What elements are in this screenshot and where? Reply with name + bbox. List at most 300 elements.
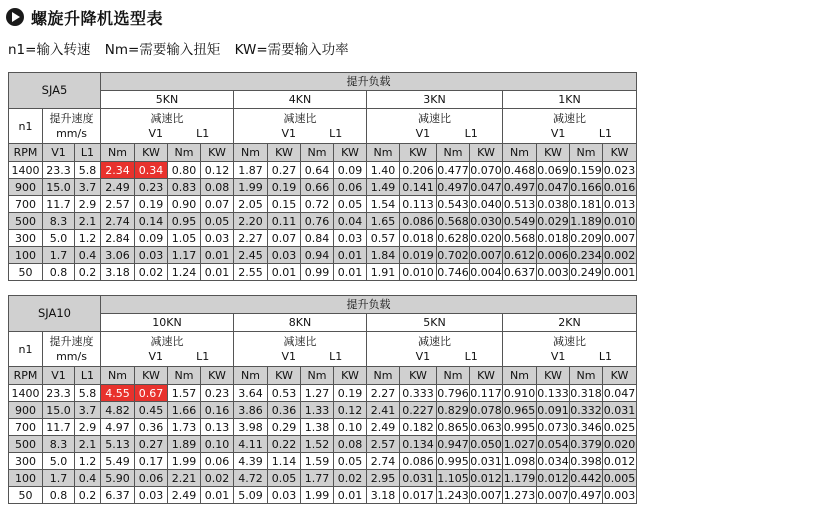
table-cell: 1.05	[168, 230, 201, 247]
nm-col-label: Nm	[570, 367, 603, 385]
ratio-header	[234, 109, 367, 144]
speed-header	[43, 332, 101, 367]
nm-col-label: Nm	[437, 144, 470, 162]
table-cell: 0.004	[470, 265, 502, 279]
table-cell: 3.7	[75, 179, 101, 196]
table-cell: 0.12	[334, 402, 367, 419]
kw-col-label: KW	[603, 367, 637, 385]
nm-col-label: Nm	[367, 144, 400, 162]
table-cell: 1.27	[301, 385, 334, 402]
kw-col-label: KW	[334, 367, 367, 385]
table-cell: 0.05	[268, 470, 301, 487]
load-value: 1KN	[503, 91, 637, 109]
table-cell: 0.03	[334, 230, 367, 247]
table-cell: 0.040	[470, 197, 502, 211]
table-cell: 2.1	[75, 436, 101, 453]
table-cell: 0.318	[570, 386, 602, 400]
nm-col-label: Nm	[301, 367, 334, 385]
table-cell: 0.90	[168, 196, 201, 213]
table-cell: 0.83	[168, 179, 201, 196]
table-cell: 0.03	[268, 487, 301, 504]
table-cell: 15.0	[43, 402, 75, 419]
table-cell: 0.113	[400, 196, 437, 213]
table-cell: 1.73	[168, 419, 201, 436]
table-cell: 1.52	[301, 436, 334, 453]
rpm-cell: 900	[9, 402, 43, 419]
ratio-v1: V1	[550, 127, 566, 140]
table-cell: 2.95	[367, 470, 400, 487]
v1-col-label: V1	[43, 367, 75, 385]
ratio-cell-inner	[503, 109, 636, 143]
table-cell: 0.04	[334, 213, 367, 230]
table-cell: 0.234	[570, 248, 602, 262]
table-cell: 1.17	[168, 247, 201, 264]
table-cell: 0.995	[503, 420, 536, 434]
model-name: SJA10	[9, 296, 101, 332]
kw-col-label: KW	[334, 144, 367, 162]
rpm-label: RPM	[9, 367, 43, 385]
table-cell: 0.19	[135, 196, 168, 213]
table-cell: 1.99	[234, 179, 268, 196]
table-cell: 0.038	[537, 197, 569, 211]
table-cell: 0.07	[268, 230, 301, 247]
table-cell: 2.74	[367, 453, 400, 470]
table-cell: 0.67	[135, 385, 168, 402]
table-cell: 0.16	[201, 402, 234, 419]
ratio-cell-inner	[367, 332, 502, 366]
table-row	[9, 453, 637, 470]
table-cell: 0.01	[268, 264, 301, 281]
nm-col-label: Nm	[101, 367, 135, 385]
table-cell: 0.02	[201, 470, 234, 487]
table-cell: 0.02	[334, 470, 367, 487]
table-cell: 0.746	[437, 265, 469, 279]
table-cell: 0.013	[603, 197, 636, 211]
table-cell: 0.023	[603, 163, 636, 177]
table-cell: 0.10	[201, 436, 234, 453]
speed-label: 提升速度	[49, 112, 94, 125]
table-cell: 1.7	[43, 247, 75, 264]
nm-col-label: Nm	[437, 367, 470, 385]
ratio-v1: V1	[415, 350, 431, 363]
table-cell: 0.03	[135, 247, 168, 264]
table-cell: 2.74	[101, 213, 135, 230]
kw-col-label: KW	[268, 144, 301, 162]
table-cell: 0.031	[603, 403, 636, 417]
table-cell: 0.468	[503, 163, 536, 177]
table-cell: 0.070	[470, 163, 502, 177]
table-row	[9, 196, 637, 213]
model-name: SJA5	[9, 73, 101, 109]
rpm-cell: 1400	[9, 385, 43, 402]
table-cell: 0.078	[470, 403, 502, 417]
rpm-cell: 300	[9, 230, 43, 247]
table-cell: 1.24	[168, 264, 201, 281]
table-cell: 0.030	[470, 214, 502, 228]
table-cell: 8.3	[43, 436, 75, 453]
table-cell: 2.84	[101, 230, 135, 247]
table-cell: 0.477	[437, 163, 469, 177]
speed-unit: mm/s	[56, 127, 87, 140]
ratio-header	[101, 332, 234, 367]
ratio-label: 减速比	[283, 112, 317, 125]
rpm-cell: 50	[9, 264, 43, 281]
table-cell: 0.166	[570, 180, 602, 194]
table-cell: 0.23	[201, 385, 234, 402]
table-cell: 0.2	[75, 264, 101, 281]
kw-col-label: KW	[537, 367, 570, 385]
table-cell: 0.22	[268, 436, 301, 453]
rpm-cell: 700	[9, 419, 43, 436]
table-row	[9, 402, 637, 419]
table-cell: 1.40	[367, 162, 400, 179]
load-value: 5KN	[367, 314, 503, 332]
kw-col-label: KW	[537, 144, 570, 162]
table-cell: 2.05	[234, 196, 268, 213]
table-cell: 0.047	[537, 180, 569, 194]
table-cell: 0.796	[437, 386, 469, 400]
table-cell: 1.89	[168, 436, 201, 453]
table-cell: 0.543	[437, 197, 469, 211]
table-cell: 0.047	[603, 386, 636, 400]
table-cell: 0.091	[537, 403, 569, 417]
table-cell: 0.01	[334, 264, 367, 281]
table-cell: 0.06	[201, 453, 234, 470]
kw-col-label: KW	[135, 367, 168, 385]
table-cell: 0.031	[400, 470, 437, 487]
table-cell: 1.87	[234, 162, 268, 179]
table-cell: 0.66	[301, 179, 334, 196]
table-cell: 0.995	[437, 454, 469, 468]
kw-col-label: KW	[135, 144, 168, 162]
load-header: 提升负载	[101, 296, 637, 314]
ratio-header	[503, 332, 637, 367]
table-cell: 2.57	[367, 436, 400, 453]
table-cell: 0.050	[470, 437, 502, 451]
table-cell: 0.53	[268, 385, 301, 402]
table-cell: 0.249	[570, 265, 602, 279]
nm-col-label: Nm	[503, 367, 537, 385]
table-cell: 5.13	[101, 436, 135, 453]
table-cell: 0.11	[268, 213, 301, 230]
spec-table-sja5	[8, 72, 637, 281]
ratio-cell-inner	[101, 109, 233, 143]
table-cell: 0.006	[537, 248, 569, 262]
table-cell: 0.002	[603, 248, 636, 262]
table-cell: 0.05	[334, 453, 367, 470]
table-cell: 6.37	[101, 487, 135, 504]
table-cell: 0.332	[570, 403, 602, 417]
table-cell: 0.031	[470, 454, 502, 468]
table-cell: 0.12	[201, 162, 234, 179]
ratio-label: 减速比	[553, 112, 586, 125]
rpm-cell: 700	[9, 196, 43, 213]
table-cell: 1.179	[503, 471, 536, 485]
load-value: 2KN	[503, 314, 637, 332]
table-cell: 0.159	[570, 163, 602, 177]
table-cell: 0.27	[268, 162, 301, 179]
table-cell: 0.4	[75, 247, 101, 264]
table-cell: 0.865	[437, 420, 469, 434]
table-cell: 0.13	[201, 419, 234, 436]
table-cell: 2.27	[234, 230, 268, 247]
ratio-l1: L1	[598, 350, 613, 363]
table-cell: 0.010	[400, 264, 437, 281]
ratio-cell-inner	[101, 332, 233, 366]
table-cell: 0.612	[503, 248, 536, 262]
table-cell: 1.027	[503, 437, 536, 451]
l1-col-label: L1	[75, 144, 101, 162]
kw-col-label: KW	[400, 144, 437, 162]
table-cell: 3.64	[234, 385, 268, 402]
ratio-cell-inner	[234, 109, 366, 143]
table-cell: 0.020	[603, 437, 636, 451]
table-cell: 0.025	[603, 420, 636, 434]
table-cell: 1.189	[570, 214, 602, 228]
table-cell: 0.36	[135, 419, 168, 436]
table-cell: 0.84	[301, 230, 334, 247]
table-cell: 0.64	[301, 162, 334, 179]
speed-label: 提升速度	[49, 335, 94, 348]
ratio-v1: V1	[148, 127, 164, 140]
table-row	[9, 247, 637, 264]
table-cell: 0.19	[268, 179, 301, 196]
ratio-v1: V1	[281, 127, 297, 140]
table-row	[9, 470, 637, 487]
table-cell: 0.2	[75, 487, 101, 504]
table-cell: 0.003	[603, 488, 636, 502]
table-cell: 4.55	[101, 385, 135, 402]
table-cell: 0.182	[400, 419, 437, 436]
table-cell: 4.97	[101, 419, 135, 436]
table-cell: 0.702	[437, 248, 469, 262]
table-cell: 3.18	[367, 487, 400, 504]
nm-col-label: Nm	[234, 144, 268, 162]
table-cell: 0.628	[437, 231, 469, 245]
rpm-cell: 500	[9, 436, 43, 453]
table-cell: 0.007	[470, 248, 502, 262]
table-cell: 0.14	[135, 213, 168, 230]
table-cell: 0.141	[400, 179, 437, 196]
page-title: 螺旋升降机选型表	[31, 8, 164, 28]
table-cell: 0.398	[570, 454, 602, 468]
nm-col-label: Nm	[367, 367, 400, 385]
load-value: 8KN	[234, 314, 367, 332]
table-cell: 0.497	[570, 488, 602, 502]
table-cell: 0.007	[603, 231, 636, 245]
table-cell: 0.03	[201, 230, 234, 247]
table-cell: 4.82	[101, 402, 135, 419]
table-cell: 0.23	[135, 179, 168, 196]
table-cell: 0.45	[135, 402, 168, 419]
table-cell: 0.01	[201, 264, 234, 281]
kw-col-label: KW	[603, 144, 637, 162]
table-cell: 0.17	[135, 453, 168, 470]
rpm-cell: 50	[9, 487, 43, 504]
ratio-v1: V1	[415, 127, 431, 140]
table-cell: 0.19	[334, 385, 367, 402]
table-cell: 0.637	[503, 265, 536, 279]
table-cell: 2.45	[234, 247, 268, 264]
table-cell: 4.11	[234, 436, 268, 453]
table-cell: 0.34	[135, 162, 168, 179]
table-cell: 0.034	[537, 454, 569, 468]
table-cell: 2.1	[75, 213, 101, 230]
table-cell: 1.105	[437, 471, 469, 485]
table-cell: 0.086	[400, 213, 437, 230]
table-cell: 0.03	[135, 487, 168, 504]
table-cell: 0.01	[201, 247, 234, 264]
table-cell: 1.2	[75, 453, 101, 470]
table-cell: 23.3	[43, 162, 75, 179]
table-row	[9, 162, 637, 179]
table-cell: 0.08	[201, 179, 234, 196]
table-cell: 0.016	[603, 180, 636, 194]
table-row	[9, 230, 637, 247]
rpm-cell: 100	[9, 247, 43, 264]
ratio-label: 减速比	[283, 335, 317, 348]
kw-col-label: KW	[201, 367, 234, 385]
legend-nm: Nm=需要输入扭矩	[104, 42, 221, 58]
play-bullet-icon	[6, 8, 24, 26]
table-cell: 2.57	[101, 196, 135, 213]
ratio-v1: V1	[550, 350, 566, 363]
table-cell: 0.047	[470, 180, 502, 194]
ratio-header	[101, 109, 234, 144]
rpm-cell: 900	[9, 179, 43, 196]
rpm-cell: 500	[9, 213, 43, 230]
table-row	[9, 385, 637, 402]
kw-col-label: KW	[470, 367, 503, 385]
table-cell: 11.7	[43, 196, 75, 213]
table-cell: 0.206	[400, 162, 437, 179]
ratio-l1: L1	[329, 127, 343, 140]
table-cell: 1.99	[301, 487, 334, 504]
table-cell: 0.8	[43, 264, 75, 281]
table-cell: 0.017	[400, 487, 437, 504]
table-cell: 0.117	[470, 386, 502, 400]
ratio-l1: L1	[329, 350, 343, 363]
table-cell: 0.965	[503, 403, 536, 417]
table-cell: 11.7	[43, 419, 75, 436]
table-cell: 0.4	[75, 470, 101, 487]
ratio-v1: V1	[281, 350, 297, 363]
ratio-l1: L1	[196, 127, 210, 140]
table-cell: 1.7	[43, 470, 75, 487]
rpm-label: RPM	[9, 144, 43, 162]
kw-col-label: KW	[470, 144, 503, 162]
table-cell: 1.91	[367, 264, 400, 281]
speed-header	[43, 109, 101, 144]
table-cell: 0.07	[201, 196, 234, 213]
kw-col-label: KW	[268, 367, 301, 385]
ratio-v1: V1	[148, 350, 164, 363]
table-cell: 2.34	[101, 162, 135, 179]
table-cell: 1.2	[75, 230, 101, 247]
table-cell: 0.007	[537, 488, 569, 502]
table-cell: 0.80	[168, 162, 201, 179]
table-cell: 0.007	[470, 488, 502, 502]
table-cell: 0.57	[367, 230, 400, 247]
load-header: 提升负载	[101, 73, 637, 91]
table-cell: 2.49	[367, 419, 400, 436]
table-cell: 0.829	[437, 403, 469, 417]
table-cell: 0.27	[135, 436, 168, 453]
table-cell: 0.442	[570, 471, 602, 485]
table-cell: 0.910	[503, 386, 536, 400]
table-cell: 0.513	[503, 197, 536, 211]
table-cell: 0.069	[537, 163, 569, 177]
table-cell: 0.01	[334, 247, 367, 264]
table-cell: 1.99	[168, 453, 201, 470]
nm-col-label: Nm	[301, 144, 334, 162]
table-cell: 0.019	[400, 247, 437, 264]
load-value: 4KN	[234, 91, 367, 109]
title-row	[6, 6, 163, 28]
table-cell: 5.0	[43, 230, 75, 247]
spec-table-sja10	[8, 295, 637, 504]
table-cell: 0.72	[301, 196, 334, 213]
table-cell: 0.568	[437, 214, 469, 228]
table-row	[9, 419, 637, 436]
table-cell: 0.05	[334, 196, 367, 213]
table-cell: 1.59	[301, 453, 334, 470]
nm-col-label: Nm	[570, 144, 603, 162]
n1-label: n1	[9, 332, 43, 367]
table-cell: 0.03	[268, 247, 301, 264]
load-value: 10KN	[101, 314, 234, 332]
table-cell: 0.02	[135, 264, 168, 281]
legend-line	[8, 38, 359, 58]
table-cell: 1.14	[268, 453, 301, 470]
load-value: 5KN	[101, 91, 234, 109]
table-cell: 1.54	[367, 196, 400, 213]
ratio-label: 减速比	[150, 335, 184, 348]
table-cell: 4.72	[234, 470, 268, 487]
table-row	[9, 179, 637, 196]
rpm-cell: 100	[9, 470, 43, 487]
table-cell: 5.8	[75, 162, 101, 179]
ratio-label: 减速比	[150, 112, 184, 125]
rpm-cell: 1400	[9, 162, 43, 179]
table-cell: 1.243	[437, 488, 469, 502]
table-cell: 0.06	[135, 470, 168, 487]
ratio-l1: L1	[598, 127, 613, 140]
table-row	[9, 264, 637, 281]
table-cell: 0.029	[537, 214, 569, 228]
ratio-cell-inner	[367, 109, 502, 143]
rpm-cell: 300	[9, 453, 43, 470]
ratio-header	[367, 109, 503, 144]
table-cell: 1.66	[168, 402, 201, 419]
table-cell: 0.012	[603, 454, 636, 468]
table-cell: 3.98	[234, 419, 268, 436]
table-cell: 0.99	[301, 264, 334, 281]
table-cell: 0.05	[201, 213, 234, 230]
table-cell: 0.227	[400, 402, 437, 419]
ratio-header	[234, 332, 367, 367]
table-cell: 1.84	[367, 247, 400, 264]
table-cell: 0.012	[470, 471, 502, 485]
table-cell: 5.09	[234, 487, 268, 504]
n1-label: n1	[9, 109, 43, 144]
ratio-label: 减速比	[418, 112, 451, 125]
table-cell: 0.209	[570, 231, 602, 245]
table-cell: 2.49	[168, 487, 201, 504]
table-cell: 2.49	[101, 179, 135, 196]
table-cell: 3.18	[101, 264, 135, 281]
table-cell: 0.08	[334, 436, 367, 453]
